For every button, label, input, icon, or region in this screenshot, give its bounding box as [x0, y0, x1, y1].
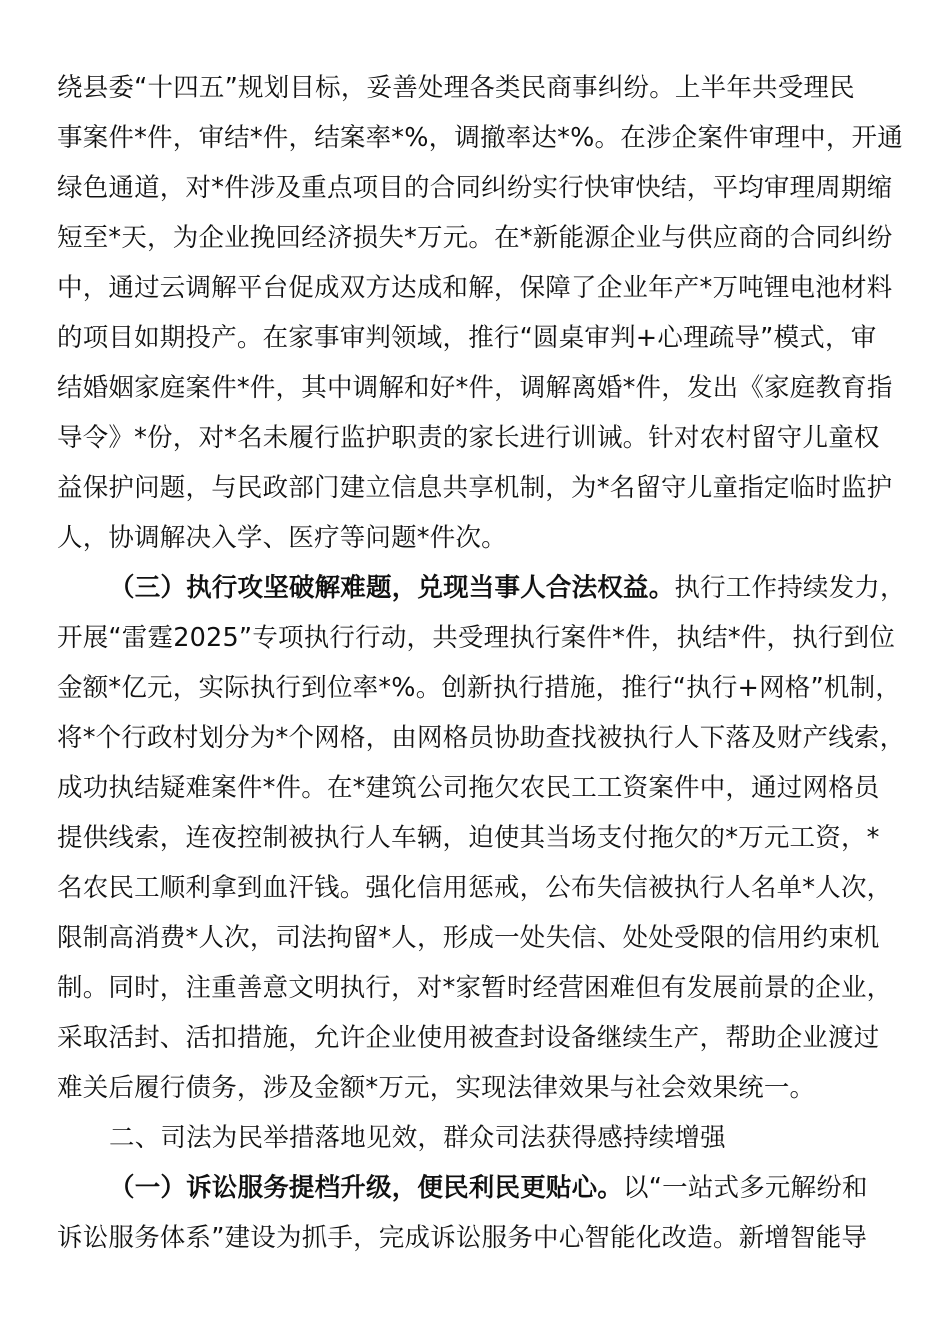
text-line: 人，协调解决入学、医疗等问题*件次。 [57, 523, 507, 553]
text-line: 开展“雷霆2025”专项执行行动，共受理执行案件*件，执结*件，执行到位 [57, 623, 896, 653]
chapter-heading: 二、司法为民举措落地见效，群众司法获得感持续增强 [109, 1123, 726, 1153]
text-line: 绿色通道，对*件涉及重点项目的合同纠纷实行快审快结，平均审理周期缩 [57, 173, 893, 203]
text-line: 制。同时，注重善意文明执行，对*家暂时经营困难但有发展前景的企业， [57, 973, 893, 1003]
text-line: 成功执结疑难案件*件。在*建筑公司拖欠农民工工资案件中，通过网格员 [57, 773, 880, 803]
section-heading-line: （一）诉讼服务提档升级，便民利民更贴心。以“一站式多元解纷和 [109, 1173, 868, 1203]
section-heading: （一）诉讼服务提档升级，便民利民更贴心。 [109, 1173, 624, 1203]
section-heading: （三）执行攻坚破解难题，兑现当事人合法权益。 [109, 573, 675, 603]
text-line: 的项目如期投产。在家事审判领域，推行“圆桌审判+心理疏导”模式，审 [57, 323, 877, 353]
text-line: 采取活封、活扣措施，允许企业使用被查封设备继续生产，帮助企业渡过 [57, 1023, 880, 1053]
text-line: 限制高消费*人次，司法拘留*人，形成一处失信、处处受限的信用约束机 [57, 923, 880, 953]
text-line: 难关后履行债务，涉及金额*万元，实现法律效果与社会效果统一。 [57, 1073, 816, 1103]
text-line: 导令》*份，对*名未履行监护职责的家长进行训诫。针对农村留守儿童权 [57, 423, 880, 453]
text-line: 绕县委“十四五”规划目标，妥善处理各类民商事纠纷。上半年共受理民 [57, 73, 855, 103]
text-line: 金额*亿元，实际执行到位率*%。创新执行措施，推行“执行+网格”机制， [57, 673, 902, 703]
text-line: 结婚姻家庭案件*件，其中调解和好*件，调解离婚*件，发出《家庭教育指 [57, 373, 893, 403]
text-line: 中，通过云调解平台促成双方达成和解，保障了企业年产*万吨锂电池材料 [57, 273, 893, 303]
text-line: 事案件*件，审结*件，结案率*%，调撤率达*%。在涉企案件审理中，开通 [57, 123, 903, 153]
text-line: 短至*天，为企业挽回经济损失*万元。在*新能源企业与供应商的合同纠纷 [57, 223, 893, 253]
text-line: 将*个行政村划分为*个网格，由网格员协助查找被执行人下落及财产线索， [57, 723, 906, 753]
section-heading-line: （三）执行攻坚破解难题，兑现当事人合法权益。执行工作持续发力， [109, 573, 906, 603]
text-line: 提供线索，连夜控制被执行人车辆，迫使其当场支付拖欠的*万元工资，* [57, 823, 880, 853]
text-line: 名农民工顺利拿到血汗钱。强化信用惩戒，公布失信被执行人名单*人次， [57, 873, 893, 903]
text-line: 益保护问题，与民政部门建立信息共享机制，为*名留守儿童指定临时监护 [57, 473, 893, 503]
text-line: 诉讼服务体系”建设为抓手，完成诉讼服务中心智能化改造。新增智能导 [57, 1223, 868, 1253]
